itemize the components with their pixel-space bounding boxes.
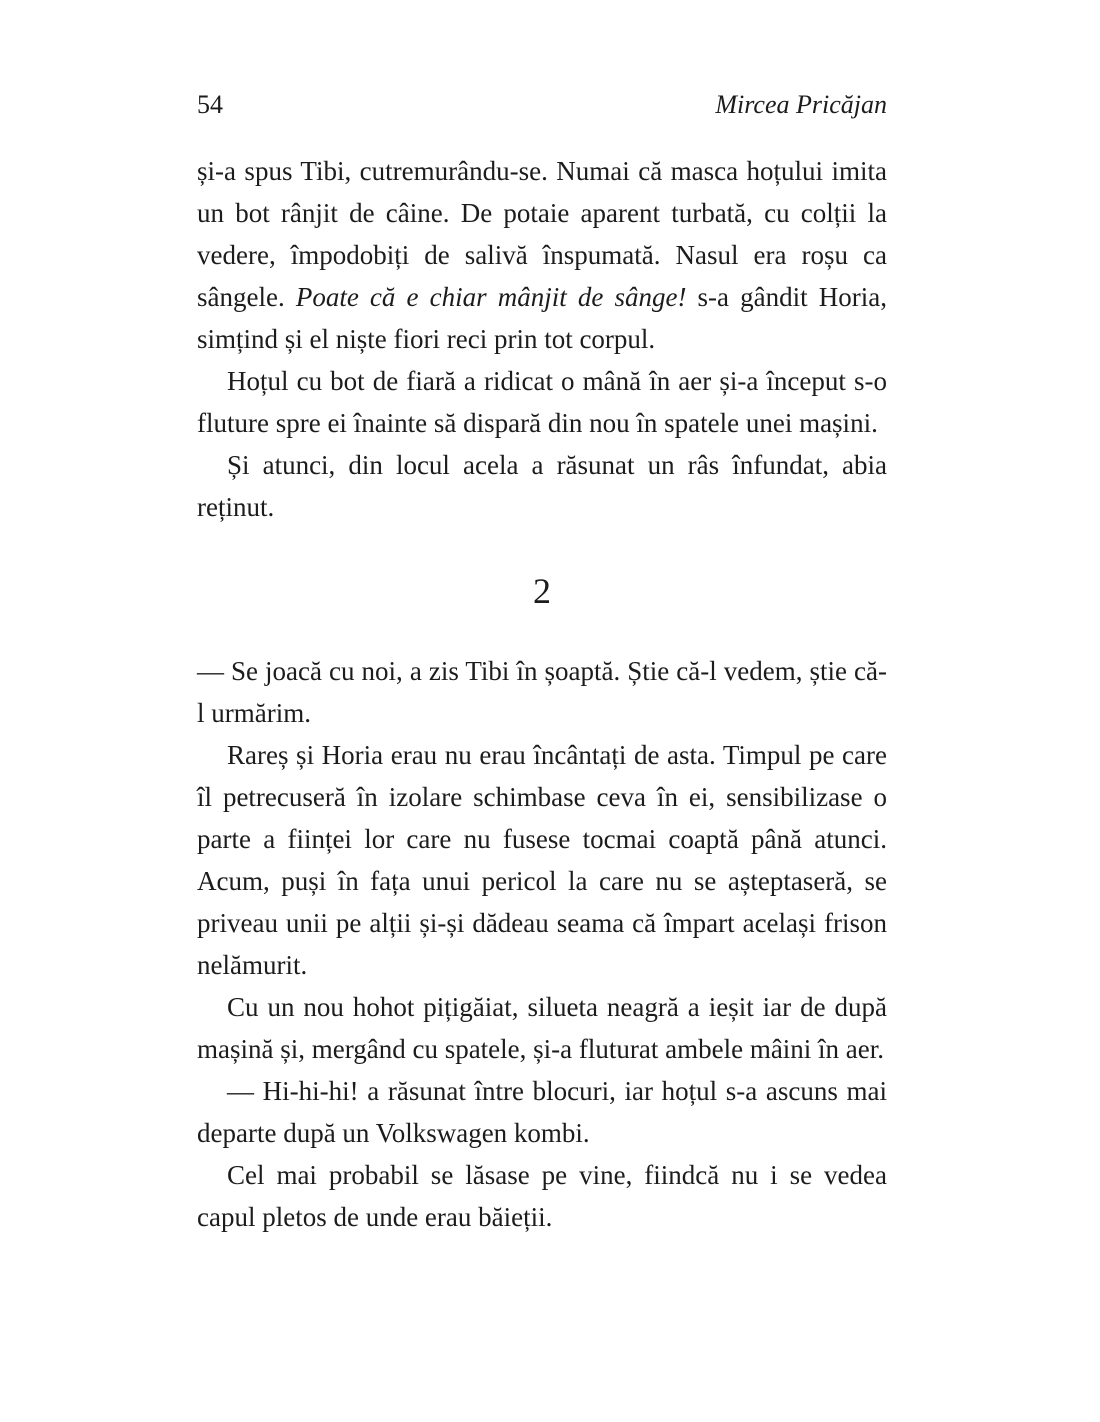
paragraph: Rareș și Horia erau nu erau încântați de asta. Timpul pe care îl petrecuseră în izolare schimbase ceva în ei, sensibilizase o parte a ființei lor care nu fusese tocmai coaptă până atunci. Acum, puși în fața unui pericol la care nu se așteptaseră, se priveau unii pe alții și-și dădeau seama că împart același frison nelămurit. <box>197 740 887 980</box>
page-number: 54 <box>197 90 223 119</box>
paragraph-continuation <box>197 150 887 360</box>
paragraph: Cel mai probabil se lăsase pe vine, fiindcă nu i se vedea capul pletos de unde erau băieții. <box>197 1160 887 1232</box>
paragraph: Cu un nou hohot pițigăiat, silueta neagră a ieșit iar de după mașină și, mergând cu spatele, și-a fluturat ambele mâini în aer. <box>197 992 887 1064</box>
chapter-number: 2 <box>533 571 551 611</box>
page-body <box>197 150 887 1238</box>
italic-phrase: Poate că e chiar mânjit de sânge! <box>295 282 687 312</box>
paragraph: Și atunci, din locul acela a răsunat un râs înfundat, abia reținut. <box>197 450 887 522</box>
running-header <box>197 90 887 120</box>
running-header-author: Mircea Pricăjan <box>715 90 887 119</box>
dialogue-paragraph: — Se joacă cu noi, a zis Tibi în șoaptă. Știe că-l vedem, știe că-l urmărim. <box>197 656 887 728</box>
paragraph: Hoțul cu bot de fiară a ridicat o mână în aer și-a început s-o fluture spre ei înainte să dispară din nou în spatele unei mașini. <box>197 366 887 438</box>
paragraph-text: și-a spus Tibi, cutremurându-se. Numai că masca hoțului imita un bot rânjit de câine. De potaie aparent turbată, cu colții la vedere, împodobiți de salivă înspumată. Nasul era roșu ca sângele. <box>197 156 887 312</box>
dialogue-paragraph: — Hi-hi-hi! a răsunat între blocuri, iar hoțul s-a ascuns mai departe după un Volkswagen kombi. <box>197 1076 887 1148</box>
paragraph-text: s-a gândit Horia, simțind și el niște fiori reci prin tot corpul. <box>197 282 887 354</box>
